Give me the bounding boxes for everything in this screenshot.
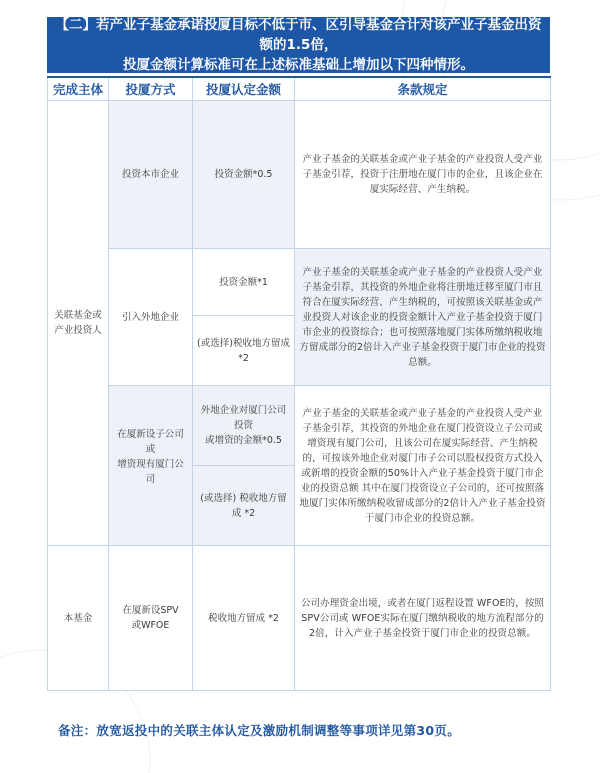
subject-affiliate-cell: 关联基金或 产业投资人 bbox=[48, 101, 109, 546]
table-row bbox=[48, 546, 551, 691]
amount-cell: 税收地方留成 *2 bbox=[193, 546, 295, 691]
method-cell: 引入外地企业 bbox=[109, 249, 193, 386]
clause-cell: 公司办理资金出境，或者在厦门返程设置 WFOE的，按照 SPV公司或 WFOE实际在厦门缴纳税收的地方流程部分的2倍，计入产业子基金投资于厦门市企业的投资总额。 bbox=[295, 546, 551, 691]
table-row bbox=[48, 249, 551, 316]
table-row bbox=[48, 386, 551, 466]
footnote: 备注：放宽返投中的关联主体认定及激励机制调整等事项详见第30页。 bbox=[58, 723, 460, 738]
table-row bbox=[48, 101, 551, 249]
banner-line-2: 投厦金额计算标准可在上述标准基础上增加以下四种情形。 bbox=[123, 57, 474, 73]
amount-cell: (或选择)税收地方留成*2 bbox=[193, 316, 295, 386]
subject-fund-cell: 本基金 bbox=[48, 546, 109, 691]
method-cell: 在厦新设SPV 或WFOE bbox=[109, 546, 193, 691]
banner-line-1: 【二】若产业子基金承诺投厦目标不低于市、区引导基金合计对该产业子基金出资额的1.5倍， bbox=[55, 17, 542, 53]
table-header-row bbox=[48, 77, 551, 101]
amount-cell: 投资金额*0.5 bbox=[193, 101, 295, 249]
method-cell: 投资本市企业 bbox=[109, 101, 193, 249]
header-clause: 条款规定 bbox=[295, 77, 551, 101]
policy-table bbox=[47, 76, 551, 691]
header-amount: 投厦认定金额 bbox=[193, 77, 295, 101]
clause-cell: 产业子基金的关联基金或产业子基金的产业投资人受产业子基金引荐，投资于注册地在厦门市的企业，且该企业在厦实际经营、产生纳税。 bbox=[295, 101, 551, 249]
section-banner bbox=[47, 17, 550, 73]
method-cell: 在厦新设子公司或 增资现有厦门公司 bbox=[109, 386, 193, 546]
clause-cell: 产业子基金的关联基金或产业子基金的产业投资人受产业子基金引荐，其投资的外地企业在厦门投资设立子公司或增资现有厦门公司，且该公司在厦实际经营、产生纳税的，可按该外地企业对厦门市子公司以股权投资方式投入或新增的投资金额的50%计入产业子基金投资于厦门市企业的投资总额 其中在厦门投资设立子公司的，还可按照落地厦门实体所缴纳税收留成部分的2倍计入产业子基金投资于厦门市企业的投资总额。 bbox=[295, 386, 551, 546]
header-subject: 完成主体 bbox=[48, 77, 109, 101]
header-method: 投厦方式 bbox=[109, 77, 193, 101]
amount-cell: 外地企业对厦门公司投资 或增资的金额*0.5 bbox=[193, 386, 295, 466]
clause-cell: 产业子基金的关联基金或产业子基金的产业投资人受产业子基金引荐，其投资的外地企业将注册地迁移至厦门市且符合在厦实际经营、产生纳税的，可按照该关联基金或产业投资人对该企业的投资金额计入产业子基金投资于厦门市企业的投资综合；也可按照落地厦门实体所缴纳税收地方留成部分的2倍计入产业子基金投资于厦门市企业的投资总额。 bbox=[295, 249, 551, 386]
amount-cell: 投资金额*1 bbox=[193, 249, 295, 316]
amount-cell: (或选择) 税收地方留成 *2 bbox=[193, 466, 295, 546]
